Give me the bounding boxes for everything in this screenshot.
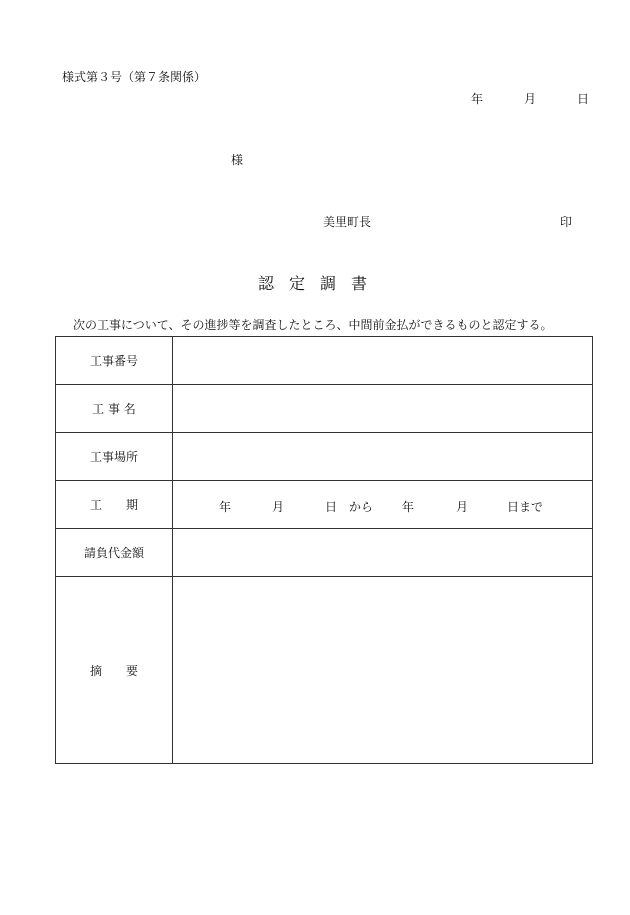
table-row	[56, 385, 593, 433]
certification-statement: 次の工事について、その進捗等を調査したところ、中間前金払ができるものと認定する。	[73, 318, 553, 332]
period-from: から	[349, 500, 374, 514]
date-year-label: 年	[471, 92, 484, 106]
construction-period-field[interactable]	[173, 481, 593, 529]
construction-name-field[interactable]	[173, 385, 593, 433]
date-day-label: 日	[577, 92, 590, 106]
addressee-suffix: 様	[231, 153, 244, 167]
remarks-label: 摘 要	[56, 577, 173, 764]
table-row	[56, 337, 593, 385]
construction-location-field[interactable]	[173, 433, 593, 481]
construction-name-label: 工 事 名	[56, 385, 173, 433]
table-row	[56, 433, 593, 481]
construction-location-label: 工事場所	[56, 433, 173, 481]
contract-amount-label: 請負代金額	[56, 529, 173, 577]
seal-mark: 印	[560, 215, 573, 229]
period-end-month: 月	[456, 500, 469, 514]
document-title: 認定調書	[257, 274, 382, 293]
date-month-label: 月	[524, 92, 537, 106]
period-end-year: 年	[402, 500, 415, 514]
contract-amount-field[interactable]	[173, 529, 593, 577]
construction-number-label: 工事番号	[56, 337, 173, 385]
table-row	[56, 577, 593, 764]
table-row	[56, 529, 593, 577]
remarks-field[interactable]	[173, 577, 593, 764]
construction-period-label: 工 期	[56, 481, 173, 529]
construction-number-field[interactable]	[173, 337, 593, 385]
period-start-day: 日	[325, 500, 338, 514]
form-number-label: 様式第３号（第７条関係）	[62, 70, 207, 84]
period-start-month: 月	[272, 500, 285, 514]
period-start-year: 年	[219, 500, 232, 514]
certification-table	[55, 336, 593, 764]
period-end-day: 日まで	[507, 500, 544, 514]
table-row	[56, 481, 593, 529]
issuer-name: 美里町長	[323, 215, 372, 229]
